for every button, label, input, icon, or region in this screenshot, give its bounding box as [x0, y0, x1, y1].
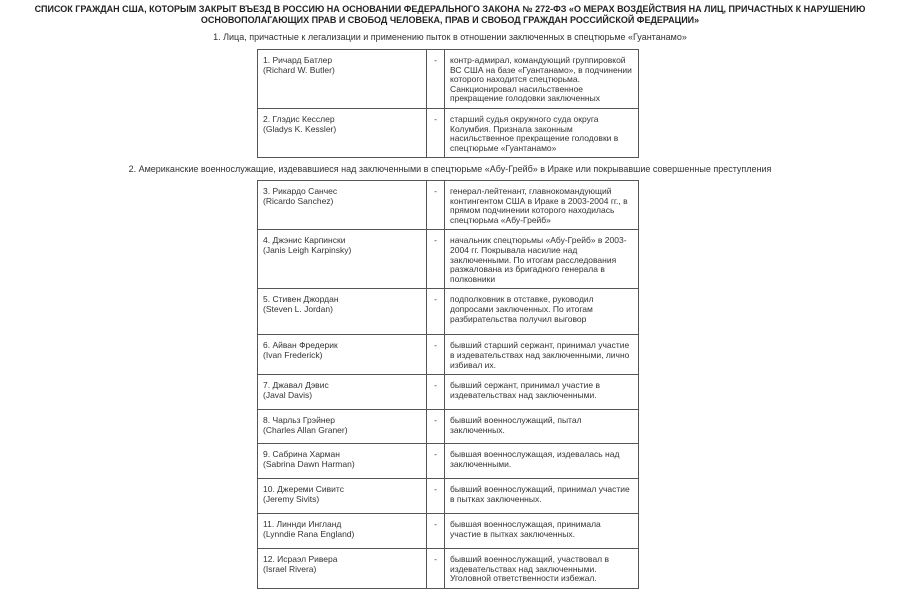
dash-cell: -: [427, 289, 445, 335]
person-latin-name: (Richard W. Butler): [263, 64, 335, 75]
dash-cell: -: [427, 230, 445, 289]
section-1-heading: 1. Лица, причастные к легализации и применению пыток в отношении заключенных в спецтюрьме «Гуантанамо»: [213, 32, 687, 42]
dash-cell: -: [427, 479, 445, 514]
table-row: [258, 375, 639, 410]
person-name-cell: [258, 108, 427, 157]
person-name-cell: [258, 181, 427, 230]
person-description: генерал-лейтенант, главнокомандующий контингентом США в Ираке в 2003-2004 гг., в прямом подчинении которого находилась спецтюрьма «Абу-Грейб»: [445, 181, 639, 230]
person-name: 1. Ричард Батлер: [263, 55, 333, 65]
person-latin-name: (Ivan Frederick): [263, 349, 323, 360]
person-name: 12. Исраэл Ривера: [263, 554, 338, 565]
person-latin-name: (Lynndie Rana England): [263, 528, 355, 539]
person-name: 6. Айван Фредерик: [263, 340, 338, 351]
table-row: [258, 181, 639, 230]
person-name-cell: [258, 549, 427, 589]
table-row: [258, 50, 639, 109]
person-name: 10. Джереми Сивитс: [263, 484, 344, 495]
person-description: бывший старший сержант, принимал участие в издевательствах над заключенными, лично избивал их.: [445, 335, 639, 375]
person-description: бывший сержант, принимал участие в издевательствах над заключенными.: [445, 375, 639, 410]
table-row: [258, 335, 639, 375]
person-name-cell: [258, 230, 427, 289]
person-description: подполковник в отставке, руководил допросами заключенных. По итогам разбирательства получил выговор: [445, 289, 639, 335]
person-latin-name: (Gladys K. Kessler): [263, 123, 337, 134]
person-name: 11. Линнди Ингланд: [263, 519, 342, 530]
dash-cell: -: [427, 375, 445, 410]
section-2-heading: 2. Американские военнослужащие, издевавшиеся над заключенными в спецтюрьме «Абу-Грейб» в Ираке или покрывавшие совершенные преступления: [128, 164, 772, 174]
table-row: [258, 410, 639, 444]
dash-cell: -: [427, 514, 445, 549]
dash-cell: -: [427, 50, 445, 109]
table-row: [258, 289, 639, 335]
person-latin-name: (Israel Rivera): [263, 563, 317, 574]
person-description: начальник спецтюрьмы «Абу-Грейб» в 2003-2004 гг. Покрывала насилие над заключенными. По итогам расследования разжалована из бригадного генерала в полковники: [445, 230, 639, 289]
section-1-table: [257, 49, 639, 158]
person-name: 3. Рикардо Санчес: [263, 186, 338, 196]
table-row: [258, 514, 639, 549]
person-latin-name: (Charles Allan Graner): [263, 424, 348, 435]
section-2-table: [257, 180, 639, 589]
person-name: 2. Глэдис Кесслер: [263, 113, 335, 124]
dash-cell: -: [427, 335, 445, 375]
person-name-cell: [258, 335, 427, 375]
person-name: 4. Джэнис Карпински: [263, 235, 346, 246]
person-description: старший судья окружного суда округа Колумбия. Признала законным насильственное прекращение голодовки в спецтюрьме «Гуантанамо»: [445, 108, 639, 157]
person-name-cell: [258, 514, 427, 549]
person-description: бывший военнослужащий, пытал заключенных.: [445, 410, 639, 444]
dash-cell: -: [427, 549, 445, 589]
person-name: 5. Стивен Джордан: [263, 294, 339, 305]
person-name-cell: [258, 479, 427, 514]
dash-cell: -: [427, 181, 445, 230]
table-row: [258, 230, 639, 289]
person-latin-name: (Jeremy Sivits): [263, 493, 320, 504]
table-row: [258, 108, 639, 157]
table-row: [258, 479, 639, 514]
document-title: СПИСОК ГРАЖДАН США, КОТОРЫМ ЗАКРЫТ ВЪЕЗД В РОССИЮ НА ОСНОВАНИИ ФЕДЕРАЛЬНОГО ЗАКОНА № 272-ФЗ «О МЕРАХ ВОЗДЕЙСТВИЯ НА ЛИЦ, ПРИЧАСТНЫХ К НАРУШЕНИЮ ОСНОВОПОЛАГАЮЩИХ ПРАВ И СВОБОД ЧЕЛОВЕКА, ПРАВ И СВОБОД ГРАЖДАН РОССИЙСКОЙ ФЕДЕРАЦИИ»: [34, 4, 866, 25]
person-name-cell: [258, 410, 427, 444]
person-name: 8. Чарльз Грэйнер: [263, 415, 336, 426]
person-name-cell: [258, 289, 427, 335]
dash-cell: -: [427, 108, 445, 157]
person-name-cell: [258, 444, 427, 479]
person-description: бывший военнослужащий, принимал участие в пытках заключенных.: [445, 479, 639, 514]
person-description: бывшая военнослужащая, издевалась над заключенными.: [445, 444, 639, 479]
table-row: [258, 444, 639, 479]
dash-cell: -: [427, 410, 445, 444]
person-latin-name: (Javal Davis): [263, 389, 313, 400]
person-latin-name: (Sabrina Dawn Harman): [263, 458, 355, 469]
person-latin-name: (Janis Leigh Karpinsky): [263, 244, 352, 255]
person-latin-name: (Steven L. Jordan): [263, 303, 333, 314]
person-name: 9. Сабрина Харман: [263, 449, 340, 460]
person-name-cell: [258, 50, 427, 109]
dash-cell: -: [427, 444, 445, 479]
table-row: [258, 549, 639, 589]
person-description: бывшая военнослужащая, принимала участие в пытках заключенных.: [445, 514, 639, 549]
person-name-cell: [258, 375, 427, 410]
person-latin-name: (Ricardo Sanchez): [263, 195, 334, 206]
person-description: контр-адмирал, командующий группировкой ВС США на базе «Гуантанамо», в подчинении которого находится спецтюрьма. Санкционировал насильственное прекращение голодовки заключенных: [445, 50, 639, 109]
person-description: бывший военнослужащий, участвовал в издевательствах над заключенными. Уголовной ответственности избежал.: [445, 549, 639, 589]
person-name: 7. Джавал Дэвис: [263, 380, 329, 391]
